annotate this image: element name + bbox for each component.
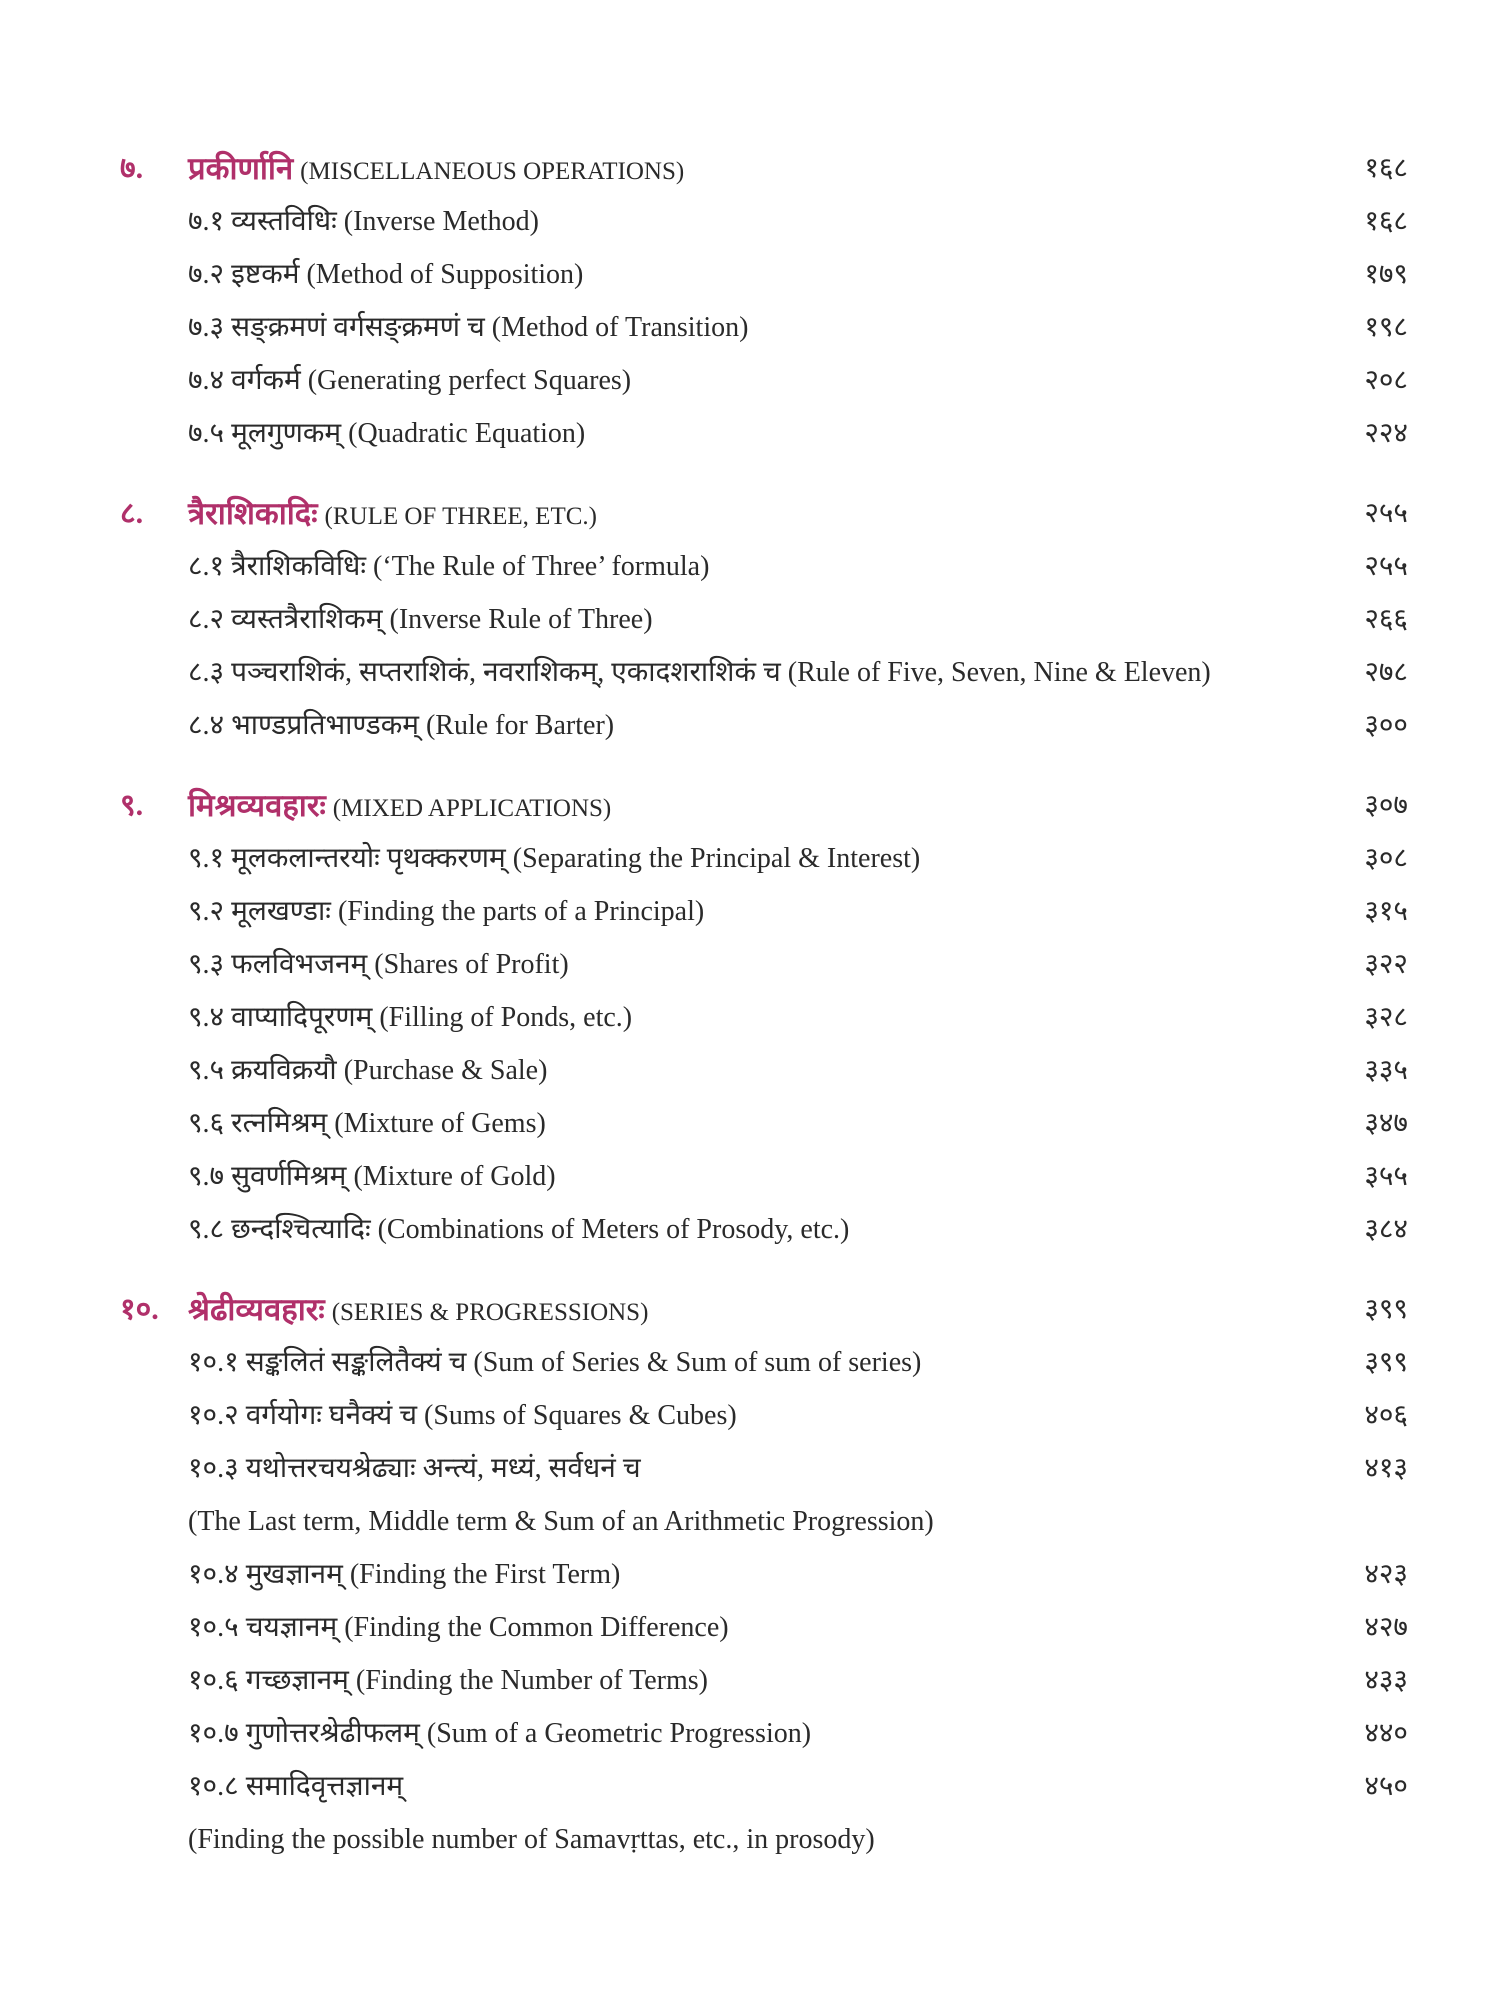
entry-title-sanskrit: सङ्क्रमणं वर्गसङ्क्रमणं च xyxy=(231,312,485,343)
entry-number: ८.१ xyxy=(188,551,225,582)
entry-title-sanskrit: सङ्कलितं सङ्कलितैक्यं च xyxy=(245,1347,467,1378)
entry-title-english: (Finding the parts of a Principal) xyxy=(337,896,705,927)
toc-entry[interactable] xyxy=(0,1389,1500,1442)
entry-title-english: (Combinations of Meters of Prosody, etc.) xyxy=(377,1214,850,1245)
page-number: २७८ xyxy=(1364,657,1408,688)
entry-title-english: (Quadratic Equation) xyxy=(348,418,586,449)
entry-title-sanskrit: गच्छज्ञानम् xyxy=(245,1665,349,1696)
entry-title xyxy=(188,1044,547,1097)
toc-entry[interactable] xyxy=(0,248,1500,301)
page-number: ३१५ xyxy=(1364,896,1408,927)
entry-title xyxy=(188,301,748,354)
chapter-number: १०. xyxy=(120,1293,159,1326)
entry-title-english: (Finding the possible number of Samavṛttas, etc., in prosody) xyxy=(188,1824,875,1855)
entry-title-sanskrit: पञ्चराशिकं, सप्तराशिकं, नवराशिकम्, एकादशराशिकं च xyxy=(231,657,781,688)
toc-section xyxy=(0,142,1500,460)
entry-title-sanskrit: छन्दश्चित्यादिः xyxy=(231,1214,371,1245)
entry-number: ८.२ xyxy=(188,604,225,635)
page-number: ४४० xyxy=(1364,1718,1408,1749)
toc-section xyxy=(0,487,1500,752)
entry-title-sanskrit: वर्गयोगः घनैक्यं च xyxy=(245,1400,418,1431)
entry-title-english: (Finding the Common Difference) xyxy=(344,1612,729,1643)
entry-number: ९.७ xyxy=(188,1161,225,1192)
toc-entry[interactable] xyxy=(0,1548,1500,1601)
entry-number: १०.७ xyxy=(188,1718,239,1749)
toc-entry[interactable] xyxy=(0,1601,1500,1654)
page-number: ३२२ xyxy=(1364,949,1408,980)
entry-title-english: (Rule for Barter) xyxy=(425,710,615,741)
toc-entry[interactable] xyxy=(0,1654,1500,1707)
entry-title xyxy=(188,354,631,407)
chapter-title xyxy=(188,487,597,543)
chapter-heading[interactable] xyxy=(0,487,1500,540)
entry-title xyxy=(188,699,614,752)
chapter-title-sanskrit: मिश्रव्यवहारः xyxy=(188,788,326,823)
page-number: ३८४ xyxy=(1364,1214,1408,1245)
entry-title-english: (Sums of Squares & Cubes) xyxy=(424,1400,737,1431)
page-number: २६६ xyxy=(1364,604,1408,635)
entry-title-sanskrit: वाप्यादिपूरणम् xyxy=(231,1002,373,1033)
entry-title-english: (Purchase & Sale) xyxy=(343,1055,548,1086)
page-number: ३९९ xyxy=(1364,1294,1408,1325)
page-number: ३२८ xyxy=(1364,1002,1408,1033)
entry-title-english: (Finding the First Term) xyxy=(349,1559,621,1590)
page-number: ३०० xyxy=(1364,710,1408,741)
entry-title-sanskrit: क्रयविक्रयौ xyxy=(231,1055,337,1086)
page-number: ४०६ xyxy=(1364,1400,1408,1431)
toc-section xyxy=(0,1283,1500,1866)
chapter-title xyxy=(188,1283,648,1339)
page-number: ४२३ xyxy=(1364,1559,1408,1590)
toc-entry[interactable] xyxy=(0,301,1500,354)
entry-number: ७.४ xyxy=(188,365,225,396)
toc-entry[interactable] xyxy=(0,1442,1500,1495)
entry-title xyxy=(188,832,920,885)
table-of-contents xyxy=(0,142,1500,1893)
entry-title-sanskrit: समादिवृत्तज्ञानम् xyxy=(245,1771,404,1802)
toc-entry[interactable] xyxy=(0,938,1500,991)
entry-title-english: (Sum of Series & Sum of sum of series) xyxy=(473,1347,922,1378)
page-number: ४५० xyxy=(1364,1771,1408,1802)
toc-entry[interactable] xyxy=(0,832,1500,885)
chapter-number: ७. xyxy=(120,152,144,185)
entry-continuation xyxy=(0,1813,1500,1866)
toc-entry[interactable] xyxy=(0,407,1500,460)
page-number: ४१३ xyxy=(1364,1453,1408,1484)
entry-title xyxy=(188,1707,811,1760)
entry-number: १०.३ xyxy=(188,1453,239,1484)
toc-entry[interactable] xyxy=(0,1150,1500,1203)
entry-title-sanskrit: मूलगुणकम् xyxy=(231,418,342,449)
entry-title xyxy=(188,646,1211,699)
entry-title xyxy=(188,1336,921,1389)
entry-number: १०.१ xyxy=(188,1347,239,1378)
entry-title-sanskrit: व्यस्तत्रैराशिकम् xyxy=(231,604,383,635)
page-number: ३०८ xyxy=(1364,843,1408,874)
toc-entry[interactable] xyxy=(0,1097,1500,1150)
entry-title xyxy=(188,1654,708,1707)
entry-title-sanskrit: मूलखण्डाः xyxy=(231,896,331,927)
page-number: २५५ xyxy=(1364,551,1408,582)
entry-number: ९.८ xyxy=(188,1214,225,1245)
entry-title xyxy=(188,1203,849,1256)
entry-title-english: (Method of Supposition) xyxy=(306,259,584,290)
page-number: ३९९ xyxy=(1364,1347,1408,1378)
chapter-number: ८. xyxy=(120,497,144,530)
chapter-title xyxy=(188,142,684,198)
entry-title xyxy=(188,938,569,991)
toc-entry[interactable] xyxy=(0,593,1500,646)
entry-number: ७.२ xyxy=(188,259,225,290)
entry-title xyxy=(188,991,632,1044)
entry-title xyxy=(188,195,539,248)
chapter-title xyxy=(188,779,611,835)
entry-title xyxy=(188,1442,641,1495)
page-number: १६८ xyxy=(1364,153,1408,184)
entry-title-english: (Sum of a Geometric Progression) xyxy=(426,1718,812,1749)
toc-entry[interactable] xyxy=(0,354,1500,407)
toc-entry[interactable] xyxy=(0,885,1500,938)
entry-number: १०.५ xyxy=(188,1612,239,1643)
entry-number: ९.२ xyxy=(188,896,225,927)
entry-title-english: (Mixture of Gold) xyxy=(353,1161,556,1192)
entry-title xyxy=(188,540,709,593)
chapter-heading[interactable] xyxy=(0,142,1500,195)
entry-title-english: (Rule of Five, Seven, Nine & Eleven) xyxy=(787,657,1211,688)
entry-title xyxy=(188,593,653,646)
entry-title-english: (Mixture of Gems) xyxy=(334,1108,546,1139)
entry-title-sanskrit: मूलकलान्तरयोः पृथक्करणम् xyxy=(231,843,506,874)
entry-title-sanskrit: सुवर्णमिश्रम् xyxy=(231,1161,347,1192)
entry-title-english: (Separating the Principal & Interest) xyxy=(512,843,921,874)
toc-entry[interactable] xyxy=(0,540,1500,593)
entry-title xyxy=(188,885,704,938)
entry-title-sanskrit: व्यस्तविधिः xyxy=(231,206,337,237)
page-number: २५५ xyxy=(1364,498,1408,529)
page-number: १६८ xyxy=(1364,206,1408,237)
entry-title-english: (Inverse Rule of Three) xyxy=(389,604,653,635)
entry-number: ९.३ xyxy=(188,949,225,980)
entry-title xyxy=(188,407,585,460)
page-number: ४३३ xyxy=(1364,1665,1408,1696)
page-number: ३३५ xyxy=(1364,1055,1408,1086)
entry-number: ९.४ xyxy=(188,1002,225,1033)
chapter-heading[interactable] xyxy=(0,1283,1500,1336)
entry-title xyxy=(188,1389,737,1442)
chapter-title-sanskrit: प्रकीर्णानि xyxy=(188,151,294,186)
entry-number: ९.१ xyxy=(188,843,225,874)
entry-number: ७.१ xyxy=(188,206,225,237)
toc-entry[interactable] xyxy=(0,1707,1500,1760)
toc-entry[interactable] xyxy=(0,1044,1500,1097)
toc-entry[interactable] xyxy=(0,1336,1500,1389)
entry-title-english: (‘The Rule of Three’ formula) xyxy=(373,551,710,582)
page-number: ४२७ xyxy=(1364,1612,1408,1643)
entry-title-english: (Finding the Number of Terms) xyxy=(355,1665,709,1696)
page-number: २०८ xyxy=(1364,365,1408,396)
entry-number: ८.४ xyxy=(188,710,225,741)
entry-title-english: (Inverse Method) xyxy=(343,206,539,237)
page-number: १७९ xyxy=(1364,259,1408,290)
entry-title-sanskrit: चयज्ञानम् xyxy=(245,1612,338,1643)
entry-title-english: (The Last term, Middle term & Sum of an Arithmetic Progression) xyxy=(188,1506,934,1537)
entry-title-sanskrit: मुखज्ञानम् xyxy=(245,1559,343,1590)
entry-title-english: (Shares of Profit) xyxy=(374,949,569,980)
entry-number: ७.५ xyxy=(188,418,225,449)
entry-title-sanskrit: फलविभजनम् xyxy=(231,949,368,980)
entry-title xyxy=(188,1548,620,1601)
entry-number: १०.२ xyxy=(188,1400,239,1431)
entry-title-sanskrit: भाण्डप्रतिभाण्डकम् xyxy=(231,710,419,741)
entry-title xyxy=(188,1601,729,1654)
entry-title-sanskrit: वर्गकर्म xyxy=(231,365,301,396)
entry-title-sanskrit: इष्टकर्म xyxy=(231,259,300,290)
entry-title-sanskrit: रत्नमिश्रम् xyxy=(231,1108,328,1139)
entry-number: १०.४ xyxy=(188,1559,239,1590)
page-number: १९८ xyxy=(1364,312,1408,343)
entry-number: ९.५ xyxy=(188,1055,225,1086)
toc-entry[interactable] xyxy=(0,991,1500,1044)
toc-entry[interactable] xyxy=(0,1760,1500,1813)
entry-number: ७.३ xyxy=(188,312,225,343)
entry-number: १०.८ xyxy=(188,1771,239,1802)
page-number: ३५५ xyxy=(1364,1161,1408,1192)
page-number: ३४७ xyxy=(1364,1108,1408,1139)
entry-title xyxy=(188,248,583,301)
entry-title-sanskrit: यथोत्तरचयश्रेढ्याः अन्त्यं, मध्यं, सर्वधनं च xyxy=(245,1453,641,1484)
chapter-title-english: (RULE OF THREE, ETC.) xyxy=(324,503,597,530)
entry-title xyxy=(188,1760,403,1813)
toc-entry[interactable] xyxy=(0,646,1500,699)
entry-title xyxy=(188,1150,556,1203)
entry-title-sanskrit: त्रैराशिकविधिः xyxy=(231,551,367,582)
entry-title xyxy=(188,1097,546,1150)
entry-number: ८.३ xyxy=(188,657,225,688)
entry-title-sanskrit: गुणोत्तरश्रेढीफलम् xyxy=(245,1718,420,1749)
entry-number: १०.६ xyxy=(188,1665,239,1696)
chapter-title-english: (MIXED APPLICATIONS) xyxy=(332,795,612,822)
toc-entry[interactable] xyxy=(0,195,1500,248)
entry-title-english: (Generating perfect Squares) xyxy=(307,365,632,396)
chapter-title-english: (MISCELLANEOUS OPERATIONS) xyxy=(300,158,685,185)
page-number: २२४ xyxy=(1364,418,1408,449)
toc-section xyxy=(0,779,1500,1256)
entry-number: ९.६ xyxy=(188,1108,225,1139)
entry-title-english: (Filling of Ponds, etc.) xyxy=(379,1002,633,1033)
page-number: ३०७ xyxy=(1364,790,1408,821)
chapter-title-sanskrit: श्रेढीव्यवहारः xyxy=(188,1292,325,1327)
chapter-heading[interactable] xyxy=(0,779,1500,832)
entry-title-english: (Method of Transition) xyxy=(491,312,749,343)
entry-continuation xyxy=(0,1495,1500,1548)
toc-entry[interactable] xyxy=(0,699,1500,752)
chapter-title-sanskrit: त्रैराशिकादिः xyxy=(188,496,318,531)
chapter-title-english: (SERIES & PROGRESSIONS) xyxy=(331,1299,649,1326)
chapter-number: ९. xyxy=(120,789,144,822)
toc-entry[interactable] xyxy=(0,1203,1500,1256)
